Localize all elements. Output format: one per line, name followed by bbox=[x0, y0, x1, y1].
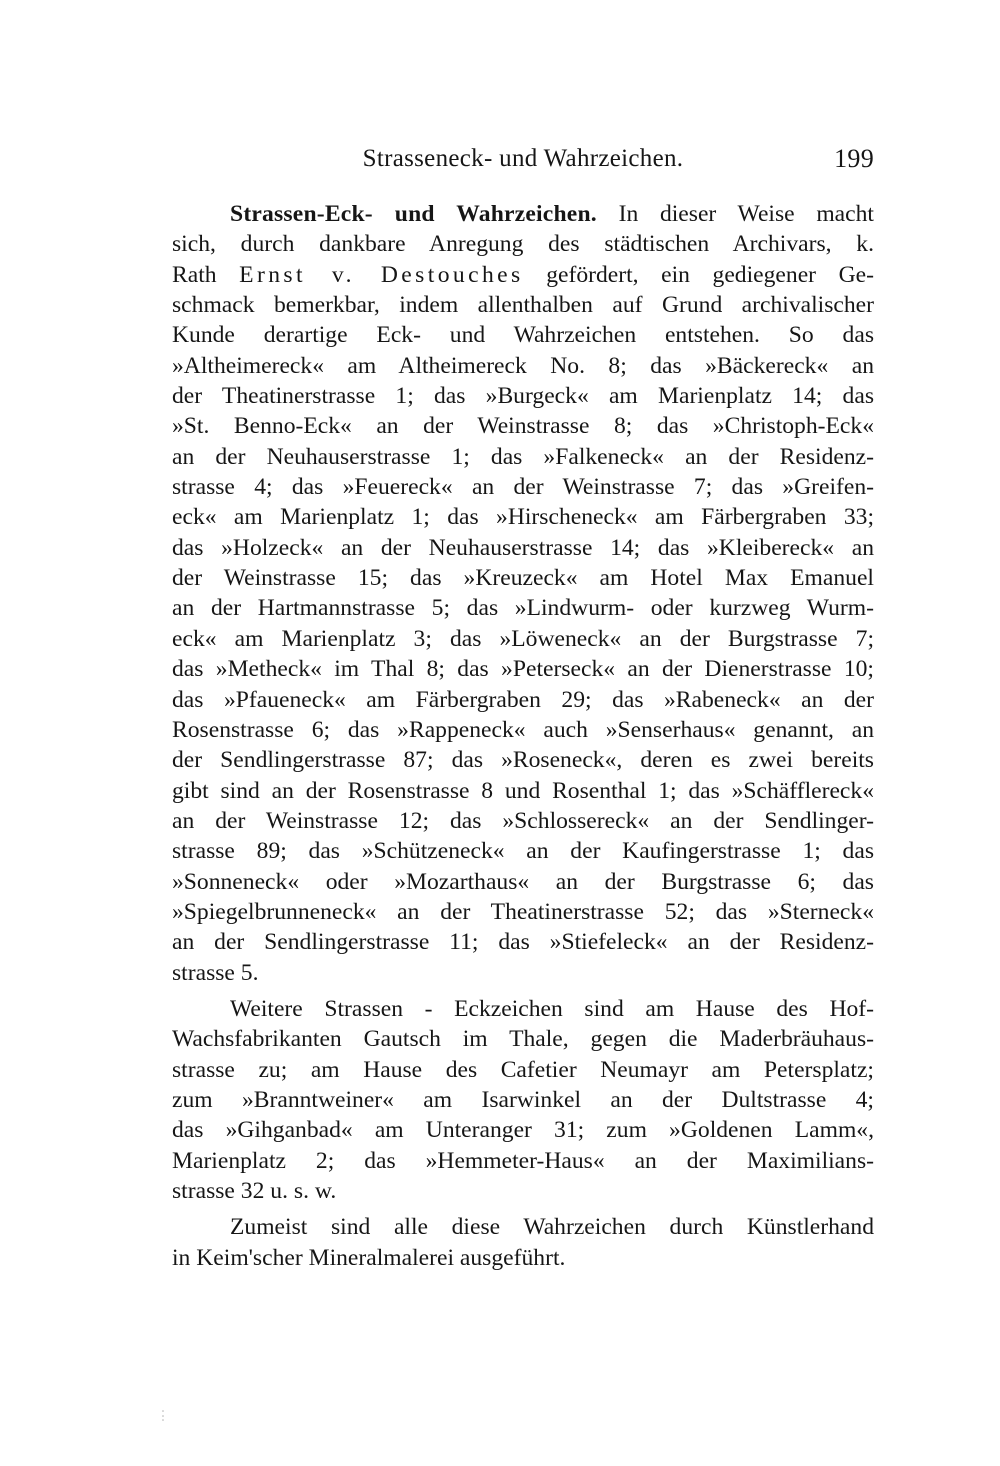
running-head-title: Strasseneck- und Wahrzeichen. bbox=[362, 145, 684, 172]
text-line: das »Pfaueneck« am Färbergraben 29; das »Rabeneck« an der bbox=[172, 686, 874, 713]
text-run: Rath bbox=[172, 261, 240, 288]
text-line: der Weinstrasse 15; das »Kreuzeck« am Hotel Max Emanuel bbox=[172, 565, 874, 592]
text-line: strasse 4; das »Feuereck« an der Weinstrasse 7; das »Greifen- bbox=[172, 474, 874, 501]
text-line: Weitere Strassen - Eckzeichen sind am Hause des Hof- bbox=[230, 995, 874, 1022]
text-line: sich, durch dankbare Anregung des städtischen Archivars, k. bbox=[172, 231, 874, 258]
text-line: strasse 32 u. s. w. bbox=[172, 1178, 337, 1204]
text-line: gibt sind an der Rosenstrasse 8 und Rosenthal 1; das »Schäfflereck« bbox=[172, 777, 874, 804]
body-text bbox=[172, 199, 874, 1273]
text-line: strasse 89; das »Schützeneck« an der Kaufingerstrasse 1; das bbox=[172, 838, 874, 865]
text-line: an der Hartmannstrasse 5; das »Lindwurm- oder kurzweg Wurm- bbox=[172, 595, 874, 622]
text-line: das »Gihganbad« am Unteranger 31; zum »Goldenen Lamm«, bbox=[172, 1117, 874, 1144]
text-line: »Spiegelbrunneneck« an der Theatinerstrasse 52; das »Sterneck« bbox=[172, 898, 874, 925]
section-heading: Strassen-Eck- und Wahrzeichen. bbox=[230, 201, 597, 227]
text-line: zum »Branntweiner« am Isarwinkel an der Dultstrasse 4; bbox=[172, 1086, 874, 1113]
text-line: Kunde derartige Eck- und Wahrzeichen entstehen. So das bbox=[172, 322, 874, 349]
text-line: der Sendlingerstrasse 87; das »Roseneck«, deren es zwei bereits bbox=[172, 747, 874, 774]
text-line: in Keim'scher Mineralmalerei ausgeführt. bbox=[172, 1244, 566, 1271]
margin-mark-icon bbox=[160, 1408, 166, 1422]
text-line: schmack bemerkbar, indem allenthalben auf Grund archivalischer bbox=[172, 292, 874, 319]
text-line: an der Sendlingerstrasse 11; das »Stiefeleck« an der Residenz- bbox=[172, 929, 874, 956]
text-line: »Altheimereck« am Altheimereck No. 8; das »Bäckereck« an bbox=[172, 352, 874, 379]
text-line: an der Neuhauserstrasse 1; das »Falkeneck« an der Residenz- bbox=[172, 443, 874, 470]
text-line: strasse zu; am Hause des Cafetier Neumayr am Petersplatz; bbox=[172, 1056, 874, 1083]
paragraph-street-corner-signs bbox=[172, 199, 874, 988]
text-line: Wachsfabrikanten Gautsch im Thale, gegen die Maderbräuhaus- bbox=[172, 1026, 874, 1053]
text-line bbox=[172, 260, 874, 290]
text-line: eck« am Marienplatz 1; das »Hirscheneck« am Färbergraben 33; bbox=[172, 504, 874, 531]
text-line: Zumeist sind alle diese Wahrzeichen durch Künstlerhand bbox=[230, 1214, 874, 1241]
text-line: Rosenstrasse 6; das »Rappeneck« auch »Senserhaus« genannt, an bbox=[172, 716, 874, 743]
text-line: das »Holzeck« an der Neuhauserstrasse 14; das »Kleibereck« an bbox=[172, 534, 874, 561]
person-name: Ernst v. Destouches bbox=[239, 261, 524, 288]
text-line: das »Metheck« im Thal 8; das »Peterseck« an der Dienerstrasse 10; bbox=[172, 656, 874, 683]
margin-mark bbox=[160, 1408, 166, 1422]
text-line: »Sonneneck« oder »Mozarthaus« an der Burgstrasse 6; das bbox=[172, 868, 874, 895]
text-line: »St. Benno-Eck« an der Weinstrasse 8; das »Christoph-Eck« bbox=[172, 413, 874, 440]
paragraph-mineral-painting bbox=[172, 1212, 874, 1273]
text-line: strasse 5. bbox=[172, 959, 259, 986]
text-line: eck« am Marienplatz 3; das »Löweneck« an der Burgstrasse 7; bbox=[172, 625, 874, 652]
page-number: 199 bbox=[834, 144, 874, 173]
text-run: In dieser Weise macht bbox=[596, 201, 874, 227]
paragraph-further-corner-signs bbox=[172, 994, 874, 1206]
running-head bbox=[172, 142, 874, 176]
text-line: Marienplatz 2; das »Hemmeter-Haus« an der Maximilians- bbox=[172, 1147, 874, 1174]
text-line bbox=[172, 199, 874, 229]
text-line: der Theatinerstrasse 1; das »Burgeck« am Marienplatz 14; das bbox=[172, 383, 874, 410]
text-run: gefördert, ein gediegener Ge- bbox=[523, 261, 874, 288]
text-line: an der Weinstrasse 12; das »Schlossereck« an der Sendlinger- bbox=[172, 807, 874, 834]
